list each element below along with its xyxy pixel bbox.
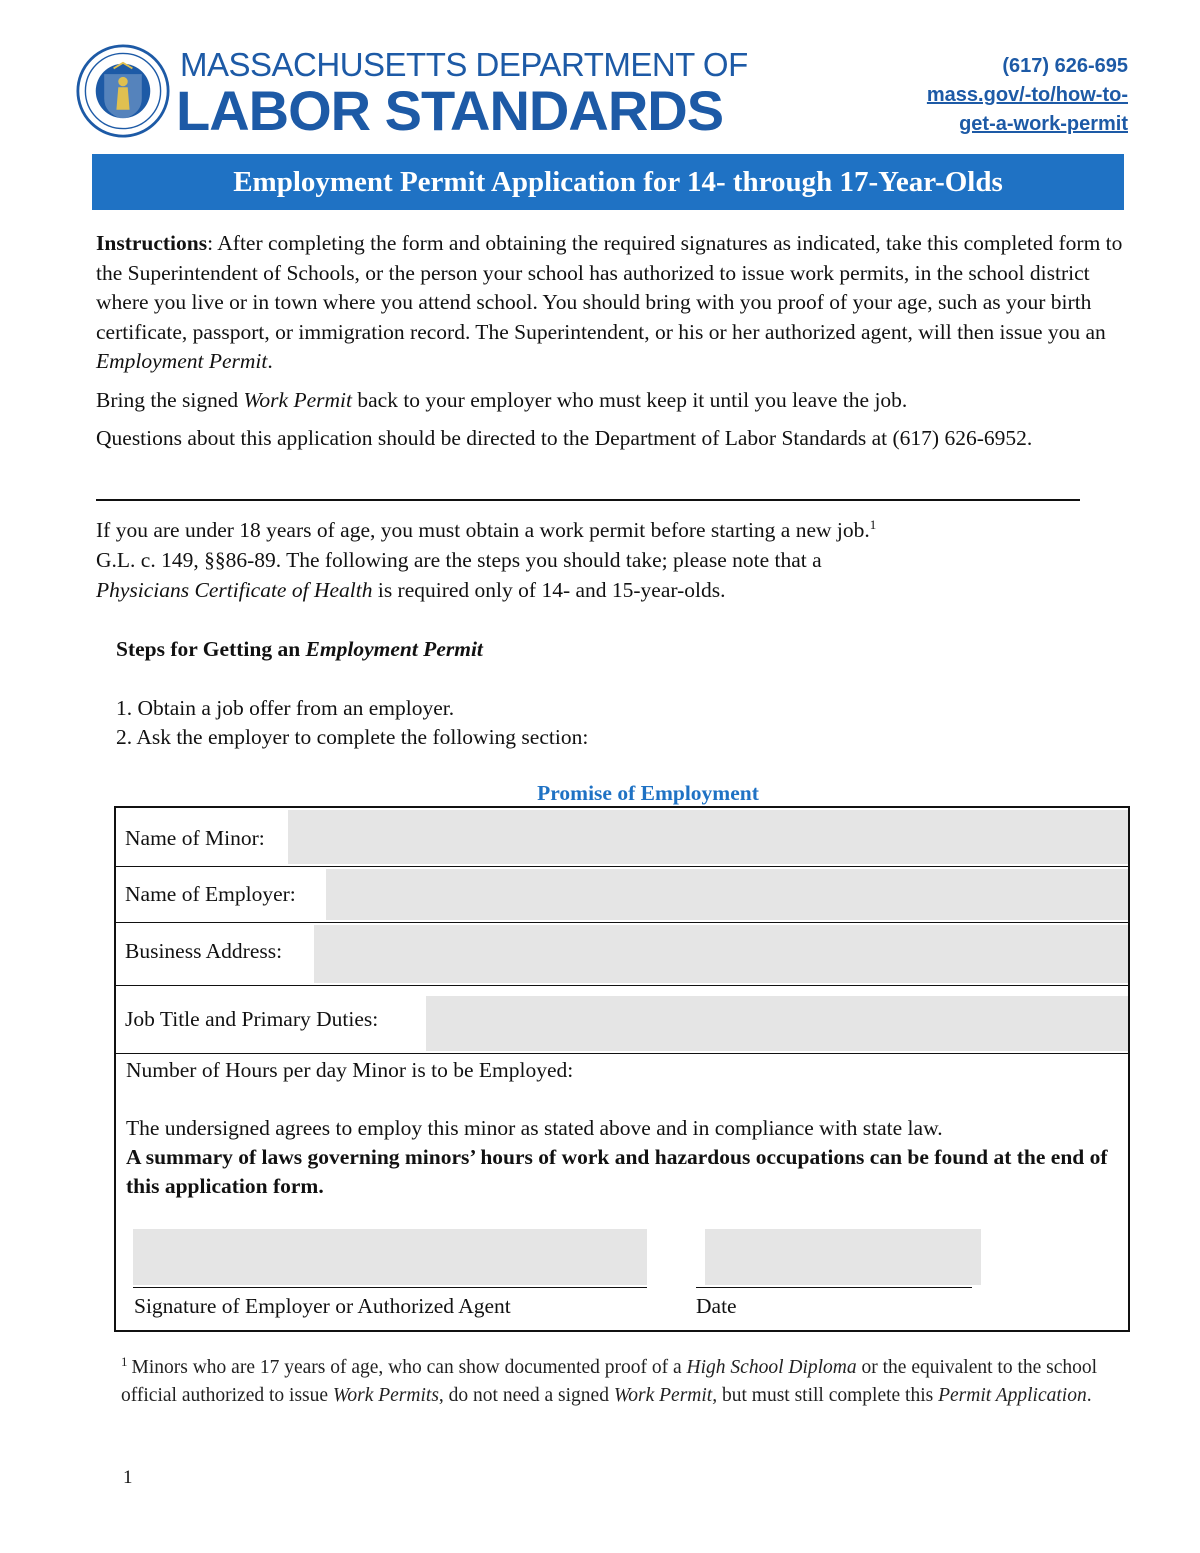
job-duties-label: Job Title and Primary Duties: — [125, 1007, 379, 1031]
date-line — [696, 1287, 972, 1288]
promise-of-employment-heading: Promise of Employment — [537, 781, 759, 805]
step-1: 1. Obtain a job offer from an employer. — [116, 696, 455, 720]
job-duties-field[interactable] — [426, 996, 1128, 1051]
permit-link-line1[interactable]: mass.gov/-to/how-to- — [926, 84, 1128, 106]
instructions-end: . — [267, 349, 273, 373]
business-address-row — [116, 923, 1128, 986]
questions-paragraph: Questions about this application should be directed to the Department of Labor Standards at (617) 626-6952. — [96, 426, 1033, 450]
work-permit-term: Work Permit — [243, 387, 352, 412]
under-18-notice — [96, 515, 1096, 605]
footnote-number: 1 — [121, 1353, 128, 1369]
footnote-text-4: but must still complete this — [717, 1385, 939, 1406]
under-18-line2: G.L. c. 149, §§86-89. The following are the steps you should take; please note that a — [96, 548, 822, 572]
footnote-term-work-permit: Work Permit, — [613, 1385, 718, 1406]
minor-name-label: Name of Minor: — [125, 826, 265, 850]
page-number: 1 — [123, 1467, 133, 1488]
department-name-line1: MASSACHUSETTS DEPARTMENT OF — [180, 46, 748, 83]
footnote-term-work-permits: Work Permits — [332, 1385, 439, 1406]
footnote — [121, 1354, 1111, 1410]
employer-name-row — [116, 867, 1128, 923]
steps-heading-italic: Employment Permit — [305, 637, 483, 661]
bring-text-end: back to your employer who must keep it until you leave the job. — [352, 387, 908, 412]
job-duties-row — [116, 986, 1128, 1054]
under-18-line1: If you are under 18 years of age, you must obtain a work permit before starting a new job. — [96, 518, 870, 542]
footnote-end: . — [1086, 1385, 1092, 1406]
steps-heading-text: Steps for Getting an — [116, 637, 306, 661]
footnote-term-permit-application: Permit Application — [938, 1385, 1087, 1406]
employer-name-label: Name of Employer: — [125, 882, 296, 906]
contact-info — [927, 52, 1128, 139]
massachusetts-seal-logo — [76, 44, 170, 138]
step-2: 2. Ask the employer to complete the following section: — [116, 725, 589, 749]
bring-text: Bring the signed — [96, 387, 244, 412]
hours-label[interactable]: Number of Hours per day Minor is to be Employed: — [126, 1058, 574, 1082]
business-address-label: Business Address: — [125, 939, 283, 963]
instructions-text: : After completing the form and obtaining the required signatures as indicated, take this completed form to the Superintendent of Schools, or the person your school has authorized to issue work permits, in the school district where you live or in town where you attend school. You should bring with you proof of your age, such as your birth certificate, passport, or immigration record. The Superintendent, or his or her authorized agent, will then issue you an — [96, 231, 1123, 344]
steps-list — [116, 694, 588, 752]
bring-permit-paragraph — [96, 386, 1136, 416]
promise-of-employment-form — [114, 806, 1130, 1332]
phone-number: (617) 626-695 — [1002, 55, 1128, 77]
signature-field[interactable] — [133, 1229, 647, 1285]
date-label: Date — [696, 1294, 737, 1318]
footnote-text-2: or the equivalent to the school official authorized to issue — [121, 1357, 1098, 1406]
minor-name-field[interactable] — [288, 810, 1128, 864]
minor-name-row — [116, 808, 1128, 867]
form-title: Employment Permit Application for 14- through 17-Year-Olds — [233, 166, 1003, 198]
employer-agreement — [126, 1056, 1116, 1201]
employment-permit-term: Employment Permit — [96, 349, 268, 373]
instructions-section — [96, 229, 1136, 463]
footnote-text-3: , do not need a signed — [438, 1385, 614, 1406]
signature-label: Signature of Employer or Authorized Agent — [134, 1294, 511, 1318]
business-address-field[interactable] — [314, 925, 1128, 983]
date-field[interactable] — [705, 1229, 981, 1285]
section-divider — [96, 499, 1080, 501]
permit-link-line2[interactable]: get-a-work-permit — [959, 113, 1128, 135]
employer-name-field[interactable] — [326, 869, 1128, 920]
laws-summary-note: A summary of laws governing minors’ hours of work and hazardous occupations can be found at the end of this application form. — [126, 1145, 1108, 1198]
title-banner — [92, 154, 1124, 210]
agreement-text: The undersigned agrees to employ this minor as stated above and in compliance with state law. — [126, 1116, 943, 1140]
footnote-term-diploma: High School Diploma — [686, 1357, 857, 1378]
instructions-label: Instructions — [96, 231, 208, 255]
signature-line — [133, 1287, 647, 1288]
health-certificate-term: Physicians Certificate of Health — [96, 578, 373, 602]
department-name-line2: LABOR STANDARDS — [176, 79, 724, 142]
steps-heading — [116, 634, 483, 664]
under-18-line3: is required only of 14- and 15-year-olds. — [372, 578, 726, 602]
instructions-paragraph — [96, 229, 1136, 377]
footnote-text: Minors who are 17 years of age, who can show documented proof of a — [131, 1357, 687, 1378]
footnote-marker: 1 — [869, 516, 877, 532]
